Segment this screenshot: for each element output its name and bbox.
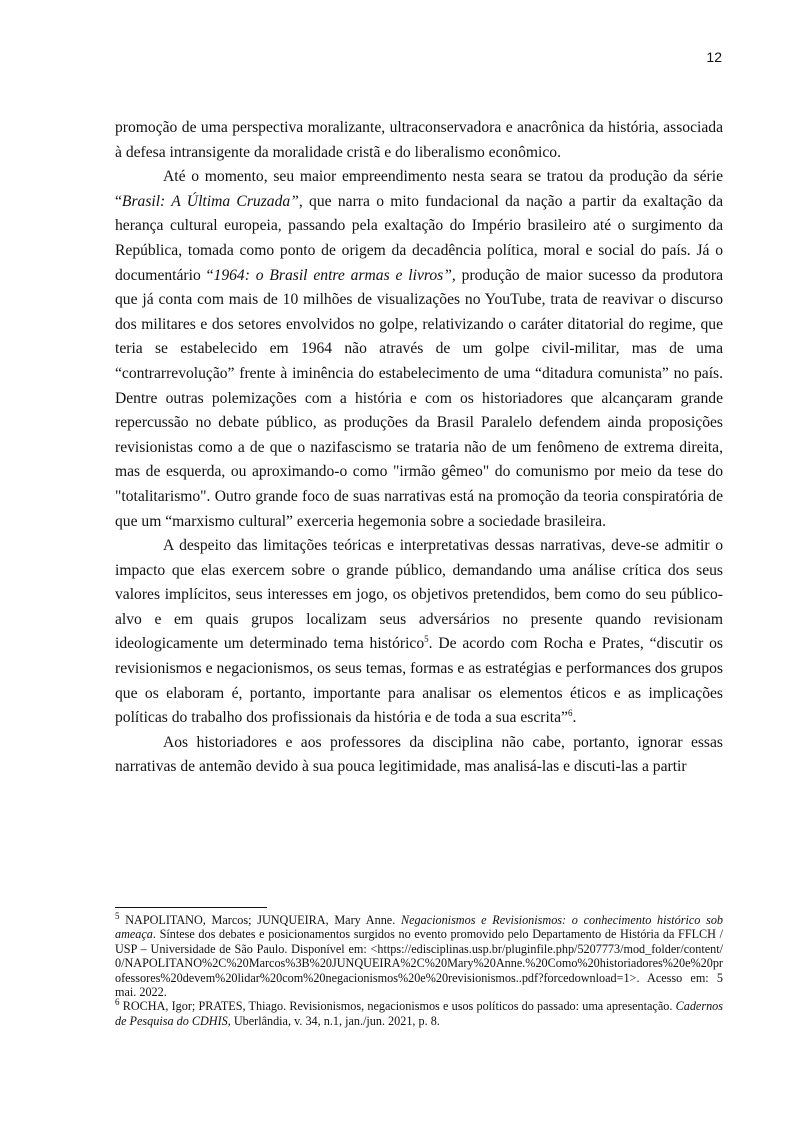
footnote-5-text-a: NAPOLITANO, Marcos; JUNQUEIRA, Mary Anne. <box>119 913 401 927</box>
footnote-6-mark: 6 <box>115 997 120 1008</box>
page-number: 12 <box>706 49 722 65</box>
paragraph-3 <box>115 534 723 731</box>
footnote-5-text-c: . Acesso em: 5 mai. 2022. <box>115 970 723 1000</box>
body-text <box>115 116 723 780</box>
paragraph-2-text-a: Até o momento, seu maior empreendimento nesta seara se tratou da produção da série “ <box>115 168 723 210</box>
footnote-5-text-b: . Síntese dos debates e posicionamentos surgidos no evento promovido pelo Departamento de História da FFLCH / USP – Universidade de São Paulo. Disponível em: <box>115 927 723 956</box>
footnote-separator <box>115 907 267 908</box>
paragraph-2 <box>115 165 723 534</box>
footnote-5-mark: 5 <box>115 910 120 921</box>
paragraph-1-text: promoção de uma perspectiva moralizante, ultraconservadora e anacrônica da história, associada à defesa intransigente da moralidade cristã e do liberalismo econômico. <box>115 119 723 161</box>
footnote-6 <box>115 999 723 1028</box>
footnote-5-title: Negacionismos e Revisionismos: o conhecimento histórico sob ameaça <box>115 913 724 942</box>
footnote-ref-5[interactable]: 5 <box>424 634 429 645</box>
paragraph-1 <box>115 116 723 165</box>
documentary-title: 1964: o Brasil entre armas e livros” <box>213 266 452 284</box>
footnote-6-journal: Cadernos de Pesquisa do CDHIS <box>115 999 723 1028</box>
paragraph-4-text: Aos historiadores e aos professores da disciplina não cabe, portanto, ignorar essas narrativas de antemão devido à sua pouca legitimidade, mas analisá-las e discuti-las a partir <box>115 733 723 776</box>
paragraph-3-text-a: A despeito das limitações teóricas e interpretativas dessas narrativas, deve-se admitir o impacto que elas exercem sobre o grande público, demandando uma análise crítica dos seus valores implícitos, seus interesses em jogo, os objetivos pretendidos, bem como do seu público-alvo e em quais grupos localizam seus adversários no presente quando revisionam ideologicamente um determinado tema histórico <box>115 537 723 653</box>
footnote-6-text-a: ROCHA, Igor; PRATES, Thiago. Revisionismos, negacionismos e usos políticos do passado: uma apresentação. <box>119 999 676 1014</box>
footnote-5 <box>115 910 724 1000</box>
footnote-5-url[interactable]: <https://edisciplinas.usp.br/pluginfile.php/5207773/mod_folder/content/0/NAPOLITANO%2C%20Marcos%3B%20JUNQUEIRA%2C%20Mary%20Anne.%20Como%20historiadores%20e%20professores%20devem%20lidar%20com%20negacionismos%20e%20revisionismos..pdf?forcedownload=1> <box>115 941 723 985</box>
paragraph-3-text-c: . <box>572 709 577 727</box>
paragraph-3-text-b: . De acordo com Rocha e Prates, “discutir os revisionismos e negacionismos, os seus temas, formas e as estratégias e performances dos grupos que os elaboram é, portanto, importante para analisar os elementos éticos e as implicações políticas do trabalho dos profissionais da história e de toda a sua escrita” <box>115 635 723 727</box>
paragraph-4 <box>115 731 723 780</box>
footnote-ref-6[interactable]: 6 <box>567 708 573 719</box>
footnote-6-text-b: , Uberlândia, v. 34, n.1, jan./jun. 2021, p. 8. <box>227 1013 440 1028</box>
paragraph-2-text-c: , produção de maior sucesso da produtora que já conta com mais de 10 milhões de visualizações no YouTube, trata de reavivar o discurso dos militares e dos setores envolvidos no golpe, relativizando o caráter ditatorial do regime, que teria se estabelecido em 1964 não através de um golpe civil-militar, mas de uma “contrarrevolução” frente à iminência do estabelecimento de uma “ditadura comunista” no país. Dentre outras polemizações com a história e com os historiadores que alcançaram grande repercussão no debate público, as produções da Brasil Paralelo defendem ainda proposições revisionistas como a de que o nazifascismo se trataria não de um fenômeno de extrema direita, mas de esquerda, ou aproximando-o como "irmão gêmeo" do comunismo por meio da tese do "totalitarismo". Outro grande foco de suas narrativas está na promoção da teoria conspiratória de que um “marxismo cultural” exerceria hegemonia sobre a sociedade brasileira. <box>115 266 723 530</box>
paragraph-2-text-b: , que narra o mito fundacional da nação a partir da exaltação da herança cultural europeia, passando pela exaltação do Império brasileiro até o surgimento da República, tomada como ponto de origem da decadência política, moral e social do país. Já o documentário “ <box>115 192 723 284</box>
footnotes <box>115 910 724 1028</box>
series-title: Brasil: A Última Cruzada” <box>121 192 299 210</box>
